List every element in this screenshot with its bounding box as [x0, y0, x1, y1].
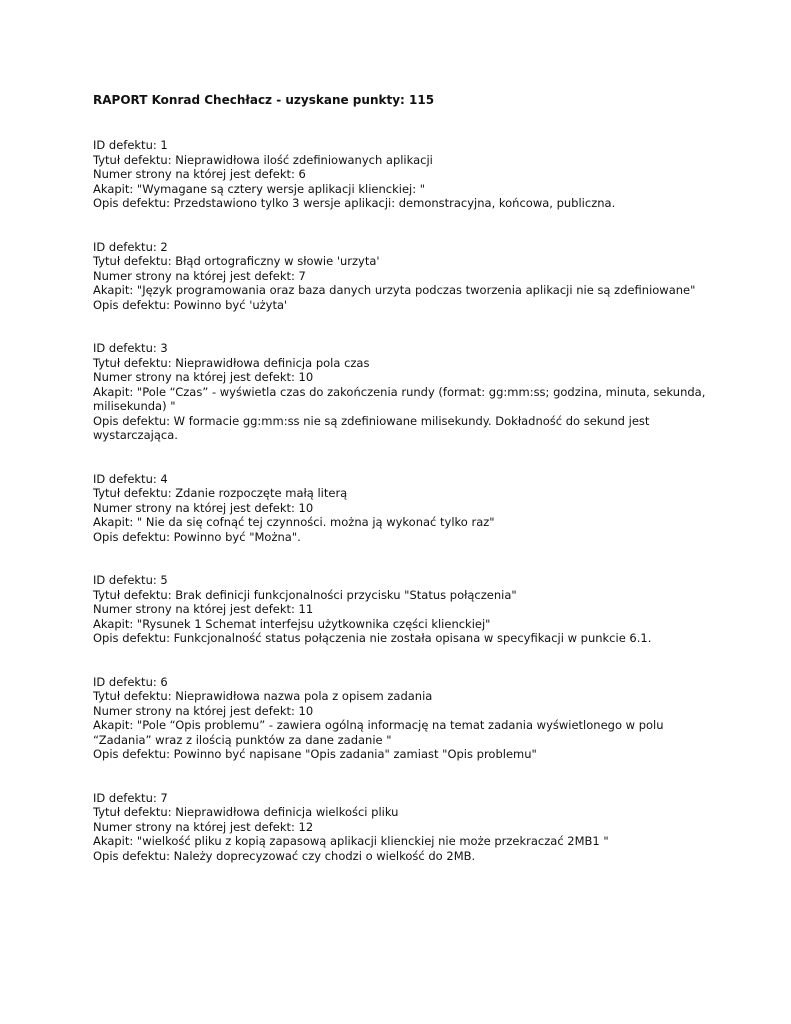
defect-page-number: Numer strony na której jest defekt: 10 — [93, 370, 314, 384]
defect-description: Opis defektu: W formacie gg:mm:ss nie są zdefiniowane milisekundy. Dokładność do sekund jest wystarczająca. — [93, 413, 650, 442]
defect-id: ID defektu: 6 — [93, 674, 168, 689]
defect-paragraph: Akapit: "Język programowania oraz baza danych urzyta podczas tworzenia aplikacji nie są zdefiniowane" — [93, 283, 696, 297]
defect-id: ID defektu: 7 — [93, 790, 168, 805]
defect-page-number: Numer strony na której jest defekt: 11 — [93, 602, 314, 616]
defect-title: Tytuł defektu: Nieprawidłowa definicja pola czas — [93, 355, 370, 370]
defect-title: Tytuł defektu: Nieprawidłowa definicja wielkości pliku — [93, 805, 399, 819]
defect-id: ID defektu: 5 — [93, 573, 168, 587]
defect-description: Opis defektu: Powinno być napisane "Opis zadania" zamiast "Opis problemu" — [93, 747, 537, 761]
defect-entry-6 — [93, 675, 713, 762]
defect-entry-7 — [93, 791, 713, 864]
defect-title: Tytuł defektu: Brak definicji funkcjonalności przycisku "Status połączenia" — [93, 587, 517, 602]
defect-paragraph: Akapit: " Nie da się cofnąć tej czynności. można ją wykonać tylko raz" — [93, 515, 495, 529]
defect-paragraph: Akapit: "Rysunek 1 Schemat interfejsu użytkownika części klienckiej" — [93, 616, 491, 631]
defect-id: ID defektu: 1 — [93, 138, 168, 152]
defect-paragraph: Akapit: "Pole “Opis problemu” - zawiera ogólną informację na temat zadania wyświetlonego w polu “Zadania” wraz z ilością punktów za dane zadanie " — [93, 718, 664, 747]
defect-paragraph: Akapit: "Pole “Czas” - wyświetla czas do zakończenia rundy (format: gg:mm:ss; godzina, minuta, sekunda, milisekunda) " — [93, 384, 706, 413]
defect-page-number: Numer strony na której jest defekt: 7 — [93, 268, 306, 283]
defect-entry-3 — [93, 341, 713, 443]
defect-page-number: Numer strony na której jest defekt: 10 — [93, 703, 314, 718]
defect-title: Tytuł defektu: Błąd ortograficzny w słowie 'urzyta' — [93, 254, 380, 268]
defect-title: Tytuł defektu: Nieprawidłowa ilość zdefiniowanych aplikacji — [93, 152, 433, 167]
defect-id: ID defektu: 4 — [93, 471, 168, 486]
defect-page-number: Numer strony na której jest defekt: 10 — [93, 500, 314, 515]
defect-entry-4 — [93, 472, 713, 545]
defect-description: Opis defektu: Funkcjonalność status połączenia nie została opisana w specyfikacji w punkcie 6.1. — [93, 631, 652, 645]
defect-paragraph: Akapit: "wielkość pliku z kopią zapasową aplikacji klienckiej nie może przekraczać 2MB1 " — [93, 834, 609, 848]
defect-description: Opis defektu: Powinno być 'użyta' — [93, 297, 288, 312]
defect-description: Opis defektu: Należy doprecyzować czy chodzi o wielkość do 2MB. — [93, 848, 476, 863]
defect-entry-2 — [93, 240, 713, 313]
defect-title: Tytuł defektu: Nieprawidłowa nazwa pola z opisem zadania — [93, 689, 433, 703]
document-page — [93, 93, 713, 892]
defect-id: ID defektu: 2 — [93, 239, 168, 254]
report-title: RAPORT Konrad Chechłacz - uzyskane punkty: 115 — [93, 93, 435, 107]
defect-id: ID defektu: 3 — [93, 341, 168, 355]
defect-page-number: Numer strony na której jest defekt: 12 — [93, 819, 314, 834]
defect-page-number: Numer strony na której jest defekt: 6 — [93, 167, 306, 181]
defect-title: Tytuł defektu: Zdanie rozpoczęte małą literą — [93, 486, 348, 500]
defect-description: Opis defektu: Powinno być "Można". — [93, 529, 301, 544]
defect-description: Opis defektu: Przedstawiono tylko 3 wersje aplikacji: demonstracyjna, końcowa, publiczna. — [93, 196, 616, 210]
defect-entry-1 — [93, 138, 713, 211]
defect-entry-5 — [93, 573, 713, 646]
defect-paragraph: Akapit: "Wymagane są cztery wersje aplikacji klienckiej: " — [93, 181, 426, 196]
